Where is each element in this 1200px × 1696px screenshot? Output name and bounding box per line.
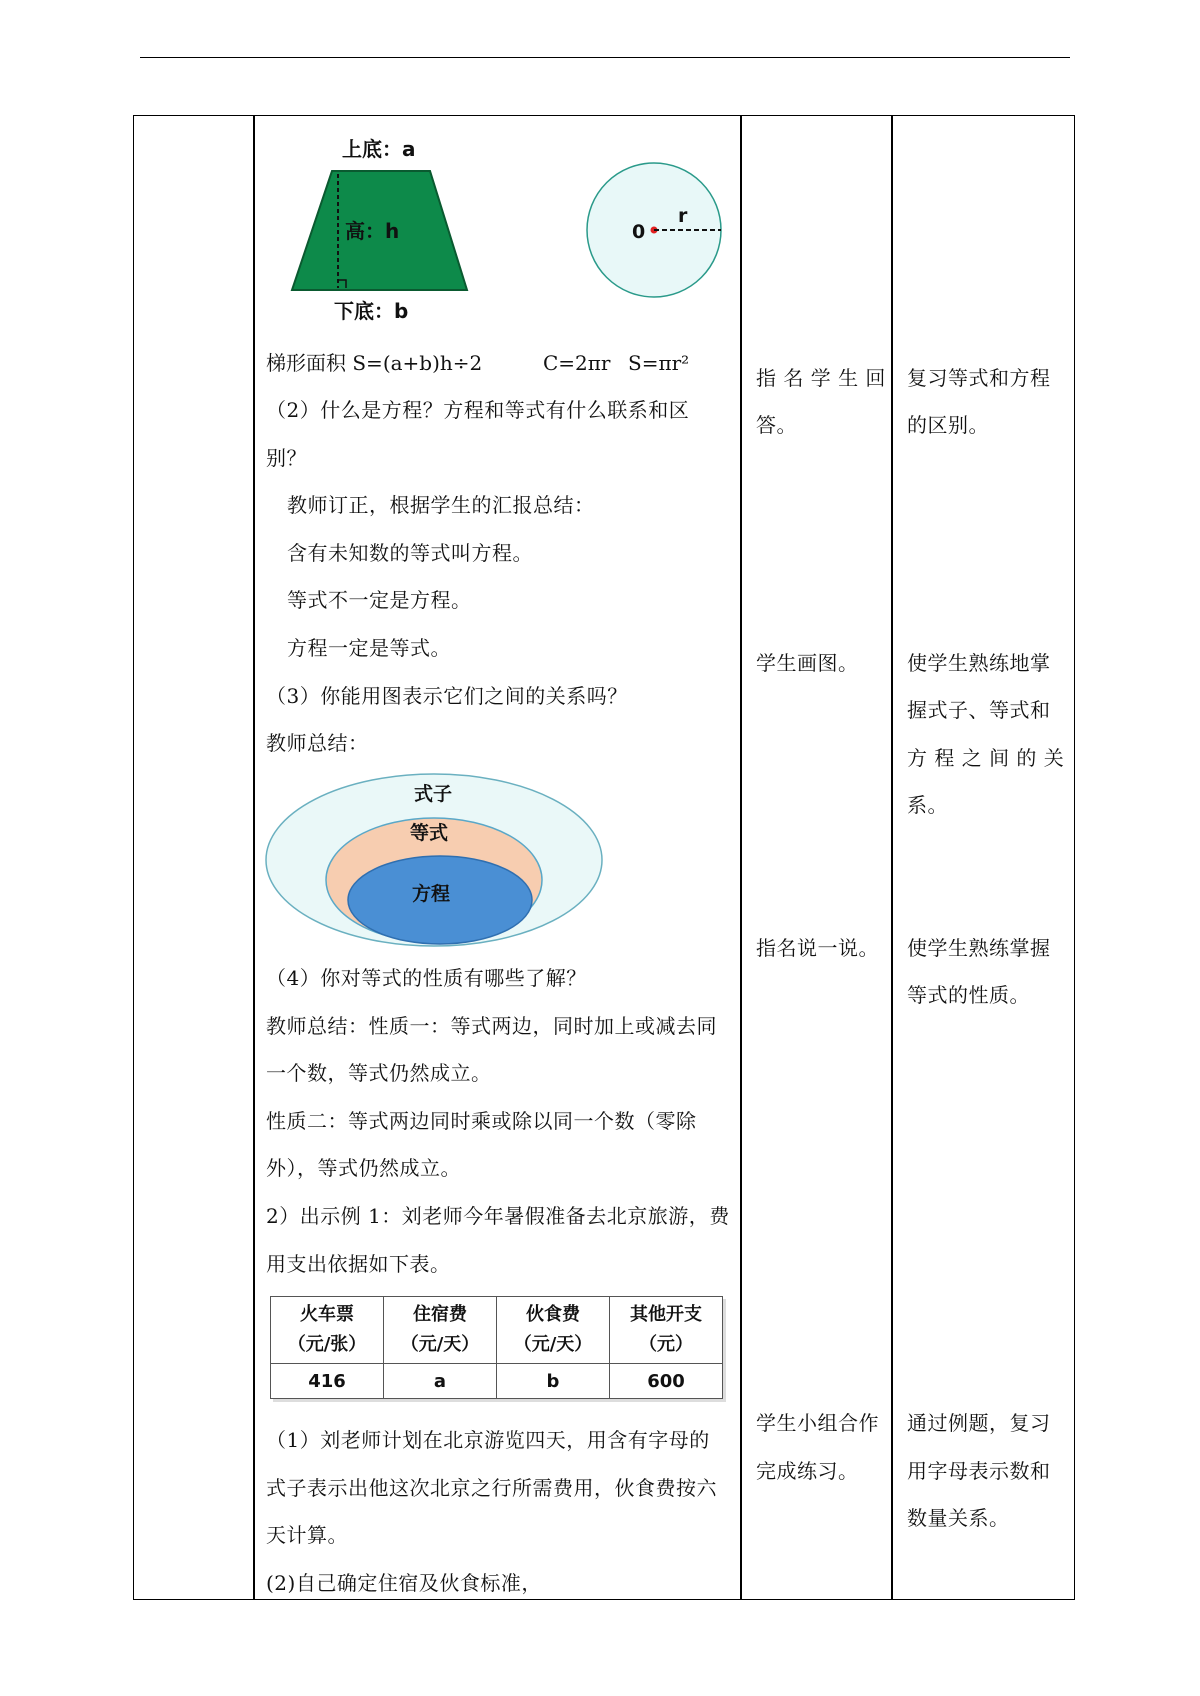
header-text: 住宿费 [413,1304,467,1325]
venn-middle-label: 等式 [410,822,449,844]
venn-outer-label: 式子 [414,783,453,805]
column-divider [253,115,255,1600]
question-4: （4）你对等式的性质有哪些了解？ [266,966,587,990]
summary-intro: 教师订正，根据学生的汇报总结： [287,493,595,517]
intent-1-line2: 的区别。 [907,413,989,437]
header-text: 伙食费 [526,1304,580,1325]
intent-4-line3: 数量关系。 [907,1506,1010,1530]
table-cell: 416 [271,1364,384,1399]
radius-label: r [678,205,688,227]
table-row [271,1364,723,1399]
table-cell: a [384,1364,497,1399]
trapezoid-circle-figure [262,128,732,326]
problem-1-line3: 天计算。 [266,1523,348,1547]
intent-2-line1: 使学生熟练地掌 [907,651,1051,675]
student-activity-1-line1: 指 名 学 生 回 [756,366,886,390]
bottom-base-label: 下底：b [334,299,409,323]
intent-3-line1: 使学生熟练掌握 [907,936,1051,960]
problem-2: (2)自己确定住宿及伙食标准， [266,1571,542,1595]
header-rule [140,57,1070,58]
problem-1-line1: （1）刘老师计划在北京游览四天，用含有字母的 [266,1428,710,1452]
trapezoid-area-formula: 梯形面积 S=(a+b)h÷2 [266,351,483,375]
expense-table [270,1296,723,1399]
header-unit: （元） [639,1334,693,1355]
intent-4-line1: 通过例题，复习 [907,1411,1051,1435]
teacher-summary-label: 教师总结： [266,731,369,755]
problem-1-line2: 式子表示出他这次北京之行所需费用，伙食费按六 [266,1476,717,1500]
question-3: （3）你能用图表示它们之间的关系吗？ [266,684,628,708]
center-label: 0 [632,221,646,243]
intent-2-line4: 系。 [907,793,948,817]
column-divider [740,115,742,1600]
table-cell: b [497,1364,610,1399]
example-1-line2: 用支出依据如下表。 [266,1252,451,1276]
property-1-line1: 教师总结：性质一：等式两边，同时加上或减去同 [266,1014,717,1038]
table-header-cell [497,1297,610,1364]
header-text: 火车票 [300,1304,354,1325]
summary-point: 方程一定是等式。 [287,636,451,660]
question-2-line2: 别？ [266,446,307,470]
student-activity-4-line1: 学生小组合作 [756,1411,879,1435]
student-activity-4-line2: 完成练习。 [756,1459,859,1483]
intent-2-line2: 握式子、等式和 [907,698,1051,722]
intent-2-line3: 方 程 之 间 的 关 [907,746,1065,770]
property-1-line2: 一个数，等式仍然成立。 [266,1061,492,1085]
header-text: 其他开支 [630,1304,702,1325]
venn-inner-label: 方程 [412,883,451,905]
property-2-line1: 性质二：等式两边同时乘或除以同一个数（零除 [266,1109,697,1133]
table-header-cell [610,1297,723,1364]
circle-area-formula: S=πr² [628,351,690,375]
table-cell: 600 [610,1364,723,1399]
summary-definition: 含有未知数的等式叫方程。 [287,541,533,565]
height-label: 高：h [345,219,400,243]
student-activity-3: 指名说一说。 [756,936,879,960]
intent-3-line2: 等式的性质。 [907,983,1030,1007]
summary-point: 等式不一定是方程。 [287,588,472,612]
example-1-line1: 2）出示例 1：刘老师今年暑假准备去北京旅游，费 [266,1204,730,1228]
student-activity-1-line2: 答。 [756,413,797,437]
column-divider [891,115,893,1600]
property-2-line2: 外），等式仍然成立。 [266,1156,461,1180]
header-unit: （元/张） [287,1334,367,1355]
header-unit: （元/天） [513,1334,593,1355]
table-header-cell [384,1297,497,1364]
top-base-label: 上底：a [342,137,416,161]
question-2-line1: （2）什么是方程？方程和等式有什么联系和区 [266,398,690,422]
circumference-formula: C=2πr [543,351,611,375]
table-header-cell [271,1297,384,1364]
student-activity-2: 学生画图。 [756,651,859,675]
intent-1-line1: 复习等式和方程 [907,366,1051,390]
table-header-row [271,1297,723,1364]
intent-4-line2: 用字母表示数和 [907,1459,1051,1483]
header-unit: （元/天） [400,1334,480,1355]
venn-diagram [262,772,622,952]
